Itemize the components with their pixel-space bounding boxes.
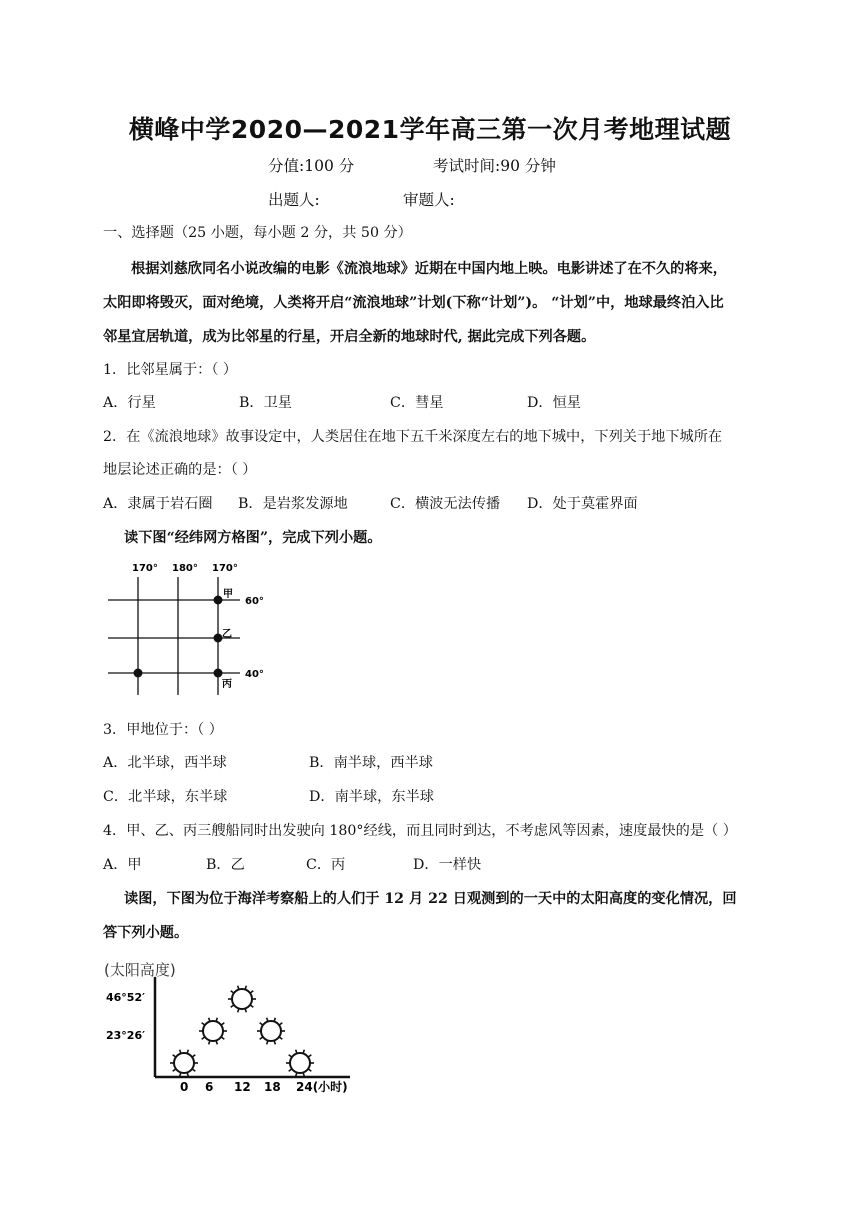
q1-stem: 1．比邻星属于：（ ） <box>103 362 238 378</box>
q2-option-a: A．隶属于岩石圈 <box>103 496 213 512</box>
q2-option-b: B．是岩浆发源地 <box>238 496 348 512</box>
q3-stem: 3．甲地位于：（ ） <box>103 722 223 738</box>
time-label: 考试时间:90 分钟 <box>433 157 556 175</box>
lon-label: 170° <box>132 563 158 574</box>
point-label: 丙 <box>222 679 232 690</box>
passage2: 读下图“经纬网方格图”，完成下列小题。 <box>124 530 382 546</box>
sun-icon <box>286 1050 314 1077</box>
q2-stem-line: 2．在《流浪地球》故事设定中，人类居住在地下五千米深度左右的地下城中，下列关于地下城所在 <box>103 429 723 445</box>
sun-icon <box>170 1050 198 1077</box>
section-heading: 一、选择题（25 小题，每小题 2 分，共 50 分） <box>103 225 412 241</box>
lat-label: 40° <box>245 669 264 680</box>
point-jia <box>214 596 223 605</box>
passage1-line: 根据刘慈欣同名小说改编的电影《流浪地球》近期在中国内地上映。电影讲述了在不久的将来， <box>131 261 727 277</box>
graticule-figure <box>100 555 280 695</box>
passage3-line: 答下列小题。 <box>103 925 189 941</box>
sun-icon <box>257 1018 285 1045</box>
passage1-line: 邻星宜居轨道，成为比邻星的行星，开启全新的地球时代, 据此完成下列各题。 <box>103 329 596 345</box>
q3-option-b: B．南半球，西半球 <box>309 755 433 771</box>
x-tick-label: 12 <box>234 1080 251 1094</box>
q4-stem: 4．甲、乙、丙三艘船同时出发驶向 180°经线，而且同时到达，不考虑风等因素，速度最快的是（ ） <box>103 823 737 839</box>
q2-stem-line: 地层论述正确的是：（ ） <box>103 462 257 478</box>
q1-option-b: B．卫星 <box>239 395 292 411</box>
q3-option-a: A．北半球，西半球 <box>103 755 227 771</box>
sun-icon <box>199 1018 227 1045</box>
q3-option-d: D．南半球，东半球 <box>309 789 434 805</box>
q3-option-c: C．北半球，东半球 <box>103 789 228 805</box>
x-tick-label: 24(小时) <box>296 1080 348 1094</box>
q4-option-b: B．乙 <box>206 857 245 873</box>
lon-label: 170° <box>212 563 238 574</box>
passage1-line: 太阳即将毁灭，面对绝境，人类将开启“流浪地球”计划(下称“计划”)。 “计划”中，地球最终泊入比 <box>103 295 724 311</box>
point-bing <box>214 669 223 678</box>
q1-option-d: D．恒星 <box>527 395 581 411</box>
y-tick-label: 23°26′ <box>106 1029 146 1042</box>
point-label: 乙 <box>222 629 232 640</box>
author-label: 出题人: <box>268 191 320 209</box>
q2-option-d: D．处于莫霍界面 <box>527 496 638 512</box>
passage3-line: 读图，下图为位于海洋考察船上的人们于 12 月 22 日观测到的一天中的太阳高度的变化情况，回 <box>124 891 737 907</box>
q2-option-c: C．横波无法传播 <box>390 496 501 512</box>
point-left <box>134 669 143 678</box>
lon-label: 180° <box>172 563 198 574</box>
x-tick-label: 18 <box>264 1080 281 1094</box>
q1-option-a: A．行星 <box>103 395 156 411</box>
q4-option-a: A．甲 <box>103 857 142 873</box>
sun-icon <box>228 986 256 1013</box>
q4-option-d: D．一样快 <box>413 857 482 873</box>
x-tick-label: 6 <box>205 1080 214 1094</box>
point-label: 甲 <box>223 589 233 600</box>
page-title: 横峰中学2020—2021学年高三第一次月考地理试题 <box>128 115 732 144</box>
sun-altitude-figure <box>100 955 360 1095</box>
lat-label: 60° <box>245 596 264 607</box>
y-axis-label: (太阳高度) <box>104 961 176 979</box>
reviewer-label: 审题人: <box>403 191 455 209</box>
q1-option-c: C．彗星 <box>390 395 444 411</box>
score-label: 分值:100 分 <box>268 157 355 175</box>
q4-option-c: C．丙 <box>306 857 346 873</box>
y-tick-label: 46°52′ <box>106 991 146 1004</box>
x-tick-label: 0 <box>180 1080 189 1094</box>
